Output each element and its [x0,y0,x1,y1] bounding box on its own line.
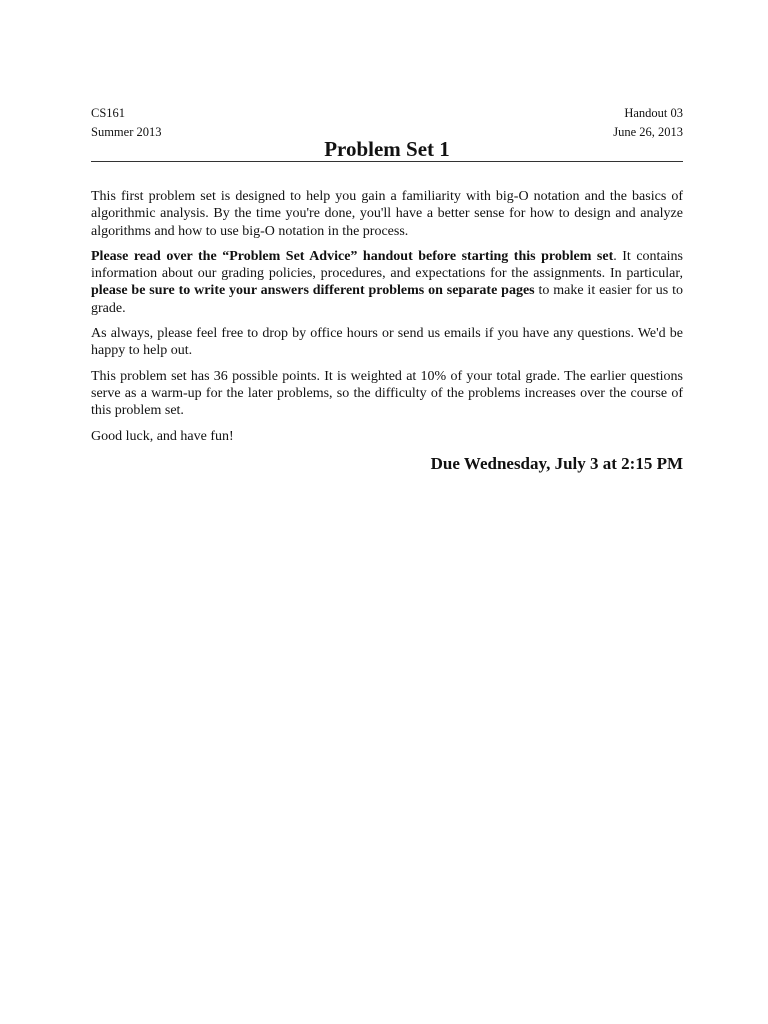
closing-paragraph: Good luck, and have fun! [91,428,234,444]
advice-text-2: to make it easier for us to grade. [91,283,683,316]
advice-bold-text: Please read over the “Problem Set Advice” handout before starting this problem set [91,248,614,264]
term: Summer 2013 [91,125,162,139]
intro-paragraph: This first problem set is designed to help you gain a familiarity with big-O notation and the basics of algorithmic analysis. By the time you're done, you'll have a better sense for how to design and analyze algorithms and how to use big-O notation in the process. [91,189,683,239]
handout-number: Handout 03 [624,106,683,120]
points-paragraph: This problem set has 36 possible points. It is weighted at 10% of your total grade. The earlier questions serve as a warm-up for the later problems, so the difficulty of the problems increases over the course of this problem set. [91,368,683,419]
handout-page [91,104,683,475]
advice-text-1: . It contains information about our grading policies, procedures, and expectations for the assignments. In particular, [91,248,683,282]
title-rule [91,137,683,162]
advice-bold-text-2: please be sure to write your answers different problems on separate pages [91,283,535,299]
body-text [91,188,683,445]
due-date: Due Wednesday, July 3 at 2:15 PM [430,453,683,473]
header-row-1 [91,104,683,123]
advice-paragraph [91,248,683,317]
page-title: Problem Set 1 [324,137,450,161]
help-paragraph: As always, please feel free to drop by office hours or send us emails if you have any questions. We'd be happy to help out. [91,326,683,359]
course-code: CS161 [91,106,126,120]
handout-date: June 26, 2013 [613,125,683,139]
